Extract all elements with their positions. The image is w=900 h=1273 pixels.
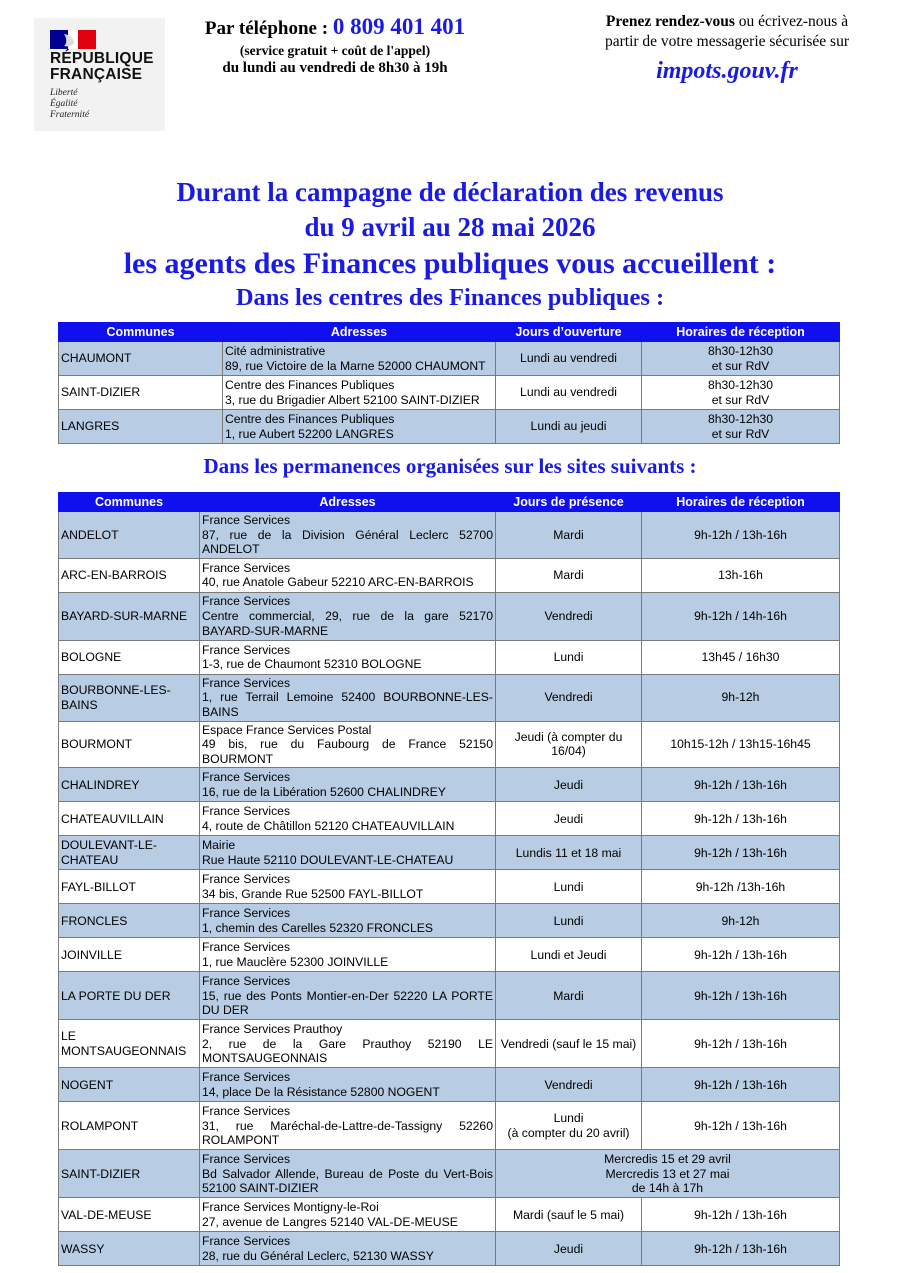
logo-motto xyxy=(50,88,89,121)
table-row xyxy=(59,410,840,444)
cell-horaires: 9h-12h / 13h-16h xyxy=(642,512,840,559)
cell-jours: Mardi (sauf le 5 mai) xyxy=(496,1198,642,1232)
cell-commune: FRONCLES xyxy=(59,904,200,938)
cell-jours: Lundi et Jeudi xyxy=(496,938,642,972)
permanences-subtitle: Dans les permanences organisées sur les sites suivants : xyxy=(203,454,697,478)
cell-commune: FAYL-BILLOT xyxy=(59,870,200,904)
rdv-text-1: ou écrivez-nous à xyxy=(734,13,849,30)
cell-horaires: 9h-12h xyxy=(642,904,840,938)
cell-adresse: Cité administrative 89, rue Victoire de la Marne 52000 CHAUMONT xyxy=(223,342,496,376)
cell-commune: BAYARD-SUR-MARNE xyxy=(59,592,200,640)
cell-commune: DOULEVANT-LE-CHATEAU xyxy=(59,836,200,870)
headline xyxy=(0,175,900,313)
cell-jours: Vendredi xyxy=(496,674,642,721)
cell-jours: Vendredi xyxy=(496,1068,642,1102)
cell-adresse: France Services 1-3, rue de Chaumont 52310 BOLOGNE xyxy=(200,640,496,674)
cell-horaires: 13h-16h xyxy=(642,558,840,592)
marianne-flag-icon xyxy=(50,30,96,49)
cell-adresse: France Services 40, rue Anatole Gabeur 52210 ARC-EN-BARROIS xyxy=(200,558,496,592)
cell-jours: Jeudi xyxy=(496,802,642,836)
cell-commune: CHALINDREY xyxy=(59,768,200,802)
cell-commune: BOURBONNE-LES-BAINS xyxy=(59,674,200,721)
cell-horaires: 9h-12h / 13h-16h xyxy=(642,1102,840,1150)
headline-dates: du 9 avril au 28 mai 2026 xyxy=(304,212,596,242)
table-row xyxy=(59,512,840,559)
cell-jours-horaires-merged: Mercredis 15 et 29 avril Mercredis 13 et 27 mai de 14h à 17h xyxy=(496,1150,840,1198)
cell-commune: SAINT-DIZIER xyxy=(59,376,223,410)
table-row xyxy=(59,1198,840,1232)
table-row xyxy=(59,904,840,938)
table-row xyxy=(59,721,840,768)
table-row xyxy=(59,1102,840,1150)
table-row xyxy=(59,376,840,410)
table-row xyxy=(59,1068,840,1102)
cell-commune: ANDELOT xyxy=(59,512,200,559)
cell-adresse: Espace France Services Postal 49 bis, rue du Faubourg de France 52150 BOURMONT xyxy=(200,721,496,768)
header-adresses: Adresses xyxy=(200,493,496,512)
cell-jours: Jeudi (à compter du 16/04) xyxy=(496,721,642,768)
cell-horaires: 9h-12h / 13h-16h xyxy=(642,768,840,802)
cell-horaires: 9h-12h / 13h-16h xyxy=(642,1198,840,1232)
permanences-table xyxy=(58,492,840,1266)
rdv-text-2: partir de votre messagerie sécurisée sur xyxy=(604,33,850,50)
cell-commune: JOINVILLE xyxy=(59,938,200,972)
cell-jours: Lundi (à compter du 20 avril) xyxy=(496,1102,642,1150)
logo-title xyxy=(50,51,170,83)
table-row xyxy=(59,1150,840,1198)
cell-adresse: France Services Bd Salvador Allende, Bureau de Poste du Vert-Bois 52100 SAINT-DIZIER xyxy=(200,1150,496,1198)
table-row xyxy=(59,768,840,802)
cell-jours: Lundi au vendredi xyxy=(496,342,642,376)
phone-label: Par téléphone : xyxy=(204,18,333,39)
cell-horaires: 9h-12h / 13h-16h xyxy=(642,1020,840,1068)
cell-horaires: 9h-12h / 13h-16h xyxy=(642,1068,840,1102)
website-link[interactable]: impots.gouv.fr xyxy=(656,58,798,84)
cell-adresse: France Services 4, route de Châtillon 52120 CHATEAUVILLAIN xyxy=(200,802,496,836)
table-row xyxy=(59,1232,840,1266)
table-header xyxy=(59,493,840,512)
cell-commune: BOLOGNE xyxy=(59,640,200,674)
header-jours: Jours de présence xyxy=(496,493,642,512)
cell-horaires: 9h-12h / 13h-16h xyxy=(642,836,840,870)
cell-commune: BOURMONT xyxy=(59,721,200,768)
header-horaires: Horaires de réception xyxy=(642,323,840,342)
table-row xyxy=(59,342,840,376)
cell-adresse: Mairie Rue Haute 52110 DOULEVANT-LE-CHATEAU xyxy=(200,836,496,870)
table-row xyxy=(59,674,840,721)
cell-commune: NOGENT xyxy=(59,1068,200,1102)
republique-francaise-logo xyxy=(34,18,165,131)
cell-jours: Lundi xyxy=(496,640,642,674)
cell-commune: LA PORTE DU DER xyxy=(59,972,200,1020)
cell-horaires: 9h-12h / 13h-16h xyxy=(642,938,840,972)
cell-horaires: 8h30-12h30 et sur RdV xyxy=(642,410,840,444)
table-header xyxy=(59,323,840,342)
cell-adresse: France Services 15, rue des Ponts Montier-en-Der 52220 LA PORTE DU DER xyxy=(200,972,496,1020)
cell-commune: WASSY xyxy=(59,1232,200,1266)
table-row xyxy=(59,592,840,640)
cell-horaires: 9h-12h / 13h-16h xyxy=(642,802,840,836)
cell-adresse: France Services 16, rue de la Libération 52600 CHALINDREY xyxy=(200,768,496,802)
cell-adresse: Centre des Finances Publiques 1, rue Aubert 52200 LANGRES xyxy=(223,410,496,444)
table-row xyxy=(59,802,840,836)
rdv-contact xyxy=(582,12,872,86)
header-jours: Jours d’ouverture xyxy=(496,323,642,342)
cell-adresse: France Services 31, rue Maréchal-de-Lattre-de-Tassigny 52260 ROLAMPONT xyxy=(200,1102,496,1150)
cell-adresse: France Services 1, chemin des Carelles 52320 FRONCLES xyxy=(200,904,496,938)
logo-title-line2: FRANÇAISE xyxy=(50,66,143,83)
motto-fraternite: Fraternité xyxy=(50,110,90,120)
cell-adresse: France Services Centre commercial, 29, rue de la gare 52170 BAYARD-SUR-MARNE xyxy=(200,592,496,640)
cell-commune: ARC-EN-BARROIS xyxy=(59,558,200,592)
cell-horaires: 8h30-12h30 et sur RdV xyxy=(642,376,840,410)
cell-horaires: 13h45 / 16h30 xyxy=(642,640,840,674)
table-row xyxy=(59,1020,840,1068)
header-communes: Communes xyxy=(59,493,200,512)
motto-liberte: Liberté xyxy=(50,88,78,98)
cell-adresse: Centre des Finances Publiques 3, rue du Brigadier Albert 52100 SAINT-DIZIER xyxy=(223,376,496,410)
phone-contact xyxy=(185,14,485,77)
rdv-bold-text: Prenez rendez-vous xyxy=(605,13,735,30)
cell-commune: VAL-DE-MEUSE xyxy=(59,1198,200,1232)
cell-adresse: France Services 28, rue du Général Leclerc, 52130 WASSY xyxy=(200,1232,496,1266)
cell-jours: Lundi xyxy=(496,904,642,938)
cell-jours: Mardi xyxy=(496,558,642,592)
cell-commune: CHATEAUVILLAIN xyxy=(59,802,200,836)
cell-adresse: France Services 1, rue Mauclère 52300 JOINVILLE xyxy=(200,938,496,972)
cell-jours: Vendredi (sauf le 15 mai) xyxy=(496,1020,642,1068)
table-row xyxy=(59,640,840,674)
headline-line1: Durant la campagne de déclaration des revenus xyxy=(176,177,724,207)
table-row xyxy=(59,972,840,1020)
cell-jours: Lundi au vendredi xyxy=(496,376,642,410)
phone-number[interactable]: 0 809 401 401 xyxy=(332,14,466,39)
cell-jours: Jeudi xyxy=(496,1232,642,1266)
cell-adresse: France Services 1, rue Terrail Lemoine 52400 BOURBONNE-LES-BAINS xyxy=(200,674,496,721)
cell-horaires: 9h-12h / 13h-16h xyxy=(642,972,840,1020)
logo-title-line1: RÉPUBLIQUE xyxy=(50,50,154,67)
cell-jours: Lundi au jeudi xyxy=(496,410,642,444)
cell-commune: LANGRES xyxy=(59,410,223,444)
header-communes: Communes xyxy=(59,323,223,342)
cell-jours: Lundis 11 et 18 mai xyxy=(496,836,642,870)
cell-horaires: 9h-12h / 14h-16h xyxy=(642,592,840,640)
cell-commune: CHAUMONT xyxy=(59,342,223,376)
cell-jours: Mardi xyxy=(496,512,642,559)
table-row xyxy=(59,870,840,904)
cell-adresse: France Services Montigny-le-Roi 27, avenue de Langres 52140 VAL-DE-MEUSE xyxy=(200,1198,496,1232)
phone-note: (service gratuit + coût de l'appel) xyxy=(239,43,431,58)
cell-adresse: France Services Prauthoy 2, rue de la Gare Prauthoy 52190 LE MONTSAUGEONNAIS xyxy=(200,1020,496,1068)
header-horaires: Horaires de réception xyxy=(642,493,840,512)
cell-adresse: France Services 14, place De la Résistance 52800 NOGENT xyxy=(200,1068,496,1102)
table-row xyxy=(59,558,840,592)
table-row xyxy=(59,836,840,870)
cell-jours: Mardi xyxy=(496,972,642,1020)
cell-adresse: France Services 34 bis, Grande Rue 52500 FAYL-BILLOT xyxy=(200,870,496,904)
cell-horaires: 9h-12h / 13h-16h xyxy=(642,1232,840,1266)
headline-centres: Dans les centres des Finances publiques : xyxy=(235,284,665,311)
cell-horaires: 9h-12h xyxy=(642,674,840,721)
cell-jours: Jeudi xyxy=(496,768,642,802)
phone-hours: du lundi au vendredi de 8h30 à 19h xyxy=(222,60,448,76)
cell-commune: ROLAMPONT xyxy=(59,1102,200,1150)
headline-agents: les agents des Finances publiques vous accueillent : xyxy=(123,247,777,280)
cell-jours: Vendredi xyxy=(496,592,642,640)
table-row xyxy=(59,938,840,972)
cell-horaires: 10h15-12h / 13h15-16h45 xyxy=(642,721,840,768)
header-adresses: Adresses xyxy=(223,323,496,342)
cell-jours: Lundi xyxy=(496,870,642,904)
cell-commune: SAINT-DIZIER xyxy=(59,1150,200,1198)
cell-adresse: France Services 87, rue de la Division Général Leclerc 52700 ANDELOT xyxy=(200,512,496,559)
motto-egalite: Égalité xyxy=(50,99,78,109)
cell-horaires: 9h-12h /13h-16h xyxy=(642,870,840,904)
cell-commune: LE MONTSAUGEONNAIS xyxy=(59,1020,200,1068)
cell-horaires: 8h30-12h30 et sur RdV xyxy=(642,342,840,376)
centres-table xyxy=(58,322,840,444)
